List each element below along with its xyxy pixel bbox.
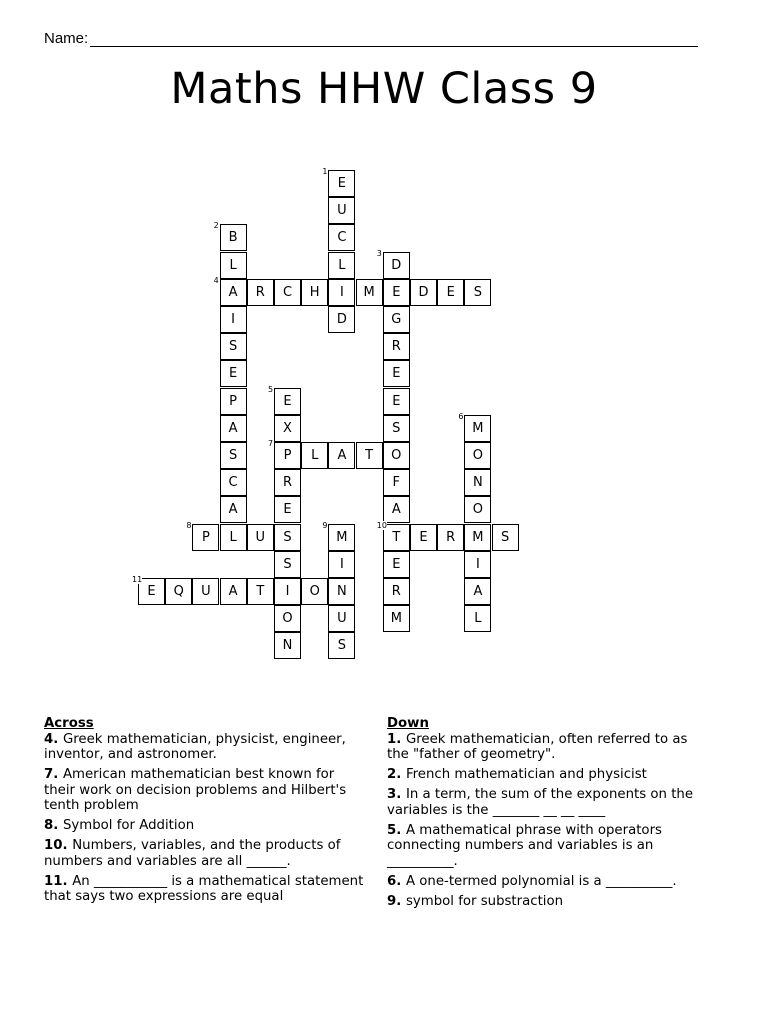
grid-cell[interactable] bbox=[437, 279, 464, 306]
across-clue-4 bbox=[44, 732, 364, 763]
cell-letter: M bbox=[363, 284, 375, 300]
cell-letter: O bbox=[391, 448, 402, 463]
grid-cell[interactable] bbox=[464, 605, 491, 632]
clue-number: 7 bbox=[44, 767, 54, 782]
grid-cell[interactable] bbox=[301, 442, 328, 469]
cell-letter: N bbox=[282, 638, 293, 654]
cell-letter: O bbox=[472, 448, 483, 463]
cell-letter: U bbox=[337, 611, 347, 627]
cell-letter: A bbox=[228, 502, 238, 518]
cell-letter: H bbox=[309, 284, 320, 300]
down-clue-1 bbox=[387, 732, 707, 763]
grid-cell[interactable] bbox=[410, 279, 437, 306]
cell-letter: E bbox=[147, 584, 156, 599]
clue-text: A mathematical phrase with operators connecting numbers and variables is an __________. bbox=[387, 822, 662, 869]
grid-cell[interactable] bbox=[220, 442, 247, 469]
grid-cell[interactable] bbox=[383, 551, 410, 578]
clue-number-label: 6 bbox=[458, 411, 464, 421]
cell-letter: E bbox=[228, 366, 238, 382]
grid-cell[interactable] bbox=[383, 360, 410, 387]
grid-cell[interactable] bbox=[464, 469, 491, 496]
clue-number-label: 1 bbox=[322, 167, 328, 176]
cell-letter: D bbox=[418, 284, 429, 300]
grid-cell[interactable] bbox=[247, 578, 274, 605]
cell-letter: I bbox=[285, 584, 290, 599]
cell-letter: U bbox=[337, 203, 347, 219]
grid-cell[interactable] bbox=[328, 578, 355, 605]
clue-number-label: 7 bbox=[268, 439, 274, 448]
grid-cell[interactable] bbox=[213, 275, 247, 306]
clue-number-dot: . bbox=[53, 731, 63, 747]
clue-text: American mathematician best known for their work on decision problems and Hilbert's tenth problem bbox=[44, 767, 347, 813]
cell-letter: A bbox=[228, 584, 238, 599]
cell-letter: S bbox=[283, 556, 292, 572]
grid-cell[interactable] bbox=[220, 388, 247, 415]
cell-letter: D bbox=[336, 312, 347, 327]
grid-cell[interactable] bbox=[274, 415, 301, 442]
cell-letter: X bbox=[283, 420, 292, 436]
cell-letter: E bbox=[283, 393, 292, 409]
clue-number: 11 bbox=[44, 873, 63, 889]
grid-cell[interactable] bbox=[328, 252, 355, 279]
cell-letter: R bbox=[255, 284, 265, 300]
grid-cell[interactable] bbox=[328, 197, 355, 224]
cell-letter: P bbox=[229, 393, 238, 409]
grid-cell[interactable] bbox=[301, 279, 328, 306]
cell-letter: E bbox=[337, 176, 346, 191]
cell-letter: F bbox=[392, 475, 401, 491]
clue-number-dot: . bbox=[62, 873, 73, 889]
clue-number-dot: . bbox=[396, 873, 406, 889]
clue-number-dot: . bbox=[396, 822, 406, 838]
grid-cell[interactable] bbox=[383, 306, 410, 333]
clue-number-label: 9 bbox=[322, 520, 328, 530]
cell-letter: E bbox=[419, 529, 428, 545]
grid-cell[interactable] bbox=[383, 442, 410, 469]
grid-cell[interactable] bbox=[274, 551, 301, 578]
grid-cell[interactable] bbox=[383, 578, 410, 605]
clue-number: 6 bbox=[387, 873, 397, 889]
grid-cell[interactable] bbox=[274, 496, 301, 523]
cell-letter: M bbox=[390, 611, 402, 627]
grid-cell[interactable] bbox=[274, 469, 301, 496]
clue-number-dot: . bbox=[396, 731, 406, 747]
cell-letter: A bbox=[473, 584, 483, 599]
cell-letter: U bbox=[255, 529, 266, 545]
cell-letter: O bbox=[309, 584, 320, 599]
clue-text: French mathematician and physicist bbox=[405, 767, 647, 782]
page-title: Maths HHW Class 9 bbox=[170, 64, 598, 114]
down-clue-9 bbox=[387, 894, 707, 910]
grid-cell[interactable] bbox=[464, 551, 491, 578]
clue-text: Greek mathematician, physicist, engineer, inventor, and astronomer. bbox=[44, 731, 346, 762]
across-clue-11 bbox=[44, 874, 364, 905]
grid-cell[interactable] bbox=[376, 248, 410, 279]
grid-cell[interactable] bbox=[220, 415, 247, 442]
cell-letter: E bbox=[392, 366, 401, 382]
cell-letter: L bbox=[474, 611, 482, 627]
cell-letter: Q bbox=[173, 584, 184, 599]
cell-letter: O bbox=[472, 502, 483, 518]
grid-cell[interactable] bbox=[492, 524, 519, 551]
clue-number-dot: . bbox=[53, 767, 63, 782]
clue-text: symbol for substraction bbox=[405, 893, 564, 909]
grid-cell[interactable] bbox=[220, 333, 247, 360]
clue-number-label: 10 bbox=[376, 520, 387, 530]
grid-cell[interactable] bbox=[220, 360, 247, 387]
cell-letter: R bbox=[282, 475, 293, 491]
cell-letter: M bbox=[472, 420, 484, 436]
clue-number-label: 11 bbox=[132, 575, 143, 584]
cell-letter: L bbox=[229, 529, 237, 545]
grid-cell[interactable] bbox=[383, 415, 410, 442]
grid-cell[interactable] bbox=[247, 279, 274, 306]
grid-cell[interactable] bbox=[220, 469, 247, 496]
cell-letter: L bbox=[311, 448, 319, 463]
name-label: Name: bbox=[44, 30, 89, 47]
cell-letter: S bbox=[228, 339, 238, 355]
clue-number-label: 2 bbox=[213, 221, 219, 231]
cell-letter: L bbox=[229, 257, 237, 273]
grid-cell[interactable] bbox=[410, 524, 437, 551]
cell-letter: E bbox=[392, 556, 401, 572]
down-heading: Down bbox=[387, 716, 429, 731]
cell-letter: R bbox=[391, 339, 401, 355]
grid-cell[interactable] bbox=[328, 551, 355, 578]
grid-cell[interactable] bbox=[186, 520, 219, 551]
grid-cell[interactable] bbox=[268, 384, 301, 415]
grid-cell[interactable] bbox=[383, 279, 410, 306]
across-clue-8 bbox=[44, 818, 364, 834]
grid-cell[interactable] bbox=[328, 632, 355, 659]
grid-cell[interactable] bbox=[464, 578, 491, 605]
grid-cell[interactable] bbox=[376, 520, 410, 551]
cell-letter: N bbox=[473, 475, 483, 491]
grid-cell[interactable] bbox=[220, 524, 247, 551]
grid-cell[interactable] bbox=[383, 605, 410, 632]
down-clues bbox=[387, 716, 707, 914]
cell-letter: S bbox=[392, 420, 401, 436]
cell-letter: D bbox=[391, 257, 402, 273]
clue-text: Greek mathematician, often referred to as the "father of geometry". bbox=[387, 731, 688, 762]
grid-cell[interactable] bbox=[274, 524, 301, 551]
cell-letter: C bbox=[337, 230, 347, 246]
cell-letter: R bbox=[391, 584, 401, 599]
grid-cell[interactable] bbox=[274, 279, 301, 306]
cell-letter: T bbox=[365, 448, 374, 463]
clue-number-label: 4 bbox=[213, 275, 219, 285]
grid-cell[interactable] bbox=[274, 605, 301, 632]
grid-cell[interactable] bbox=[328, 279, 355, 306]
clue-number: 5 bbox=[387, 822, 397, 838]
cell-letter: E bbox=[283, 502, 292, 518]
cell-letter: T bbox=[392, 529, 401, 545]
grid-cell[interactable] bbox=[213, 221, 247, 251]
grid-cell[interactable] bbox=[274, 632, 301, 659]
grid-cell[interactable] bbox=[458, 411, 491, 442]
clue-text: An ___________ is a mathematical statement that says two expressions are equal bbox=[44, 873, 364, 904]
grid-cell[interactable] bbox=[220, 578, 247, 605]
grid-cell[interactable] bbox=[383, 496, 410, 523]
cell-letter: S bbox=[283, 529, 292, 545]
down-clue-6 bbox=[387, 874, 707, 890]
clue-number: 4 bbox=[44, 731, 54, 747]
cell-letter: C bbox=[282, 284, 293, 300]
cell-letter: M bbox=[472, 529, 484, 545]
cell-letter: C bbox=[228, 475, 238, 491]
grid-cell[interactable] bbox=[165, 578, 192, 605]
grid-cell[interactable] bbox=[274, 578, 301, 605]
cell-letter: E bbox=[392, 393, 401, 409]
clue-number-label: 3 bbox=[376, 248, 382, 258]
clue-number: 3 bbox=[387, 787, 397, 802]
grid-cell[interactable] bbox=[328, 605, 355, 632]
cell-letter: M bbox=[336, 529, 348, 545]
down-clue-2 bbox=[387, 767, 707, 783]
cell-letter: P bbox=[201, 529, 210, 545]
grid-cell[interactable] bbox=[383, 469, 410, 496]
cell-letter: I bbox=[339, 556, 344, 572]
clue-number-dot: . bbox=[396, 767, 406, 782]
down-clue-5 bbox=[387, 823, 707, 870]
cell-letter: A bbox=[228, 420, 238, 436]
grid-cell[interactable] bbox=[383, 333, 410, 360]
clue-number: 2 bbox=[387, 767, 397, 782]
grid-cell[interactable] bbox=[437, 524, 464, 551]
clue-text: In a term, the sum of the exponents on the variables is the _______ __ __ ____ bbox=[387, 787, 694, 818]
cell-letter: I bbox=[339, 284, 344, 300]
cell-letter: S bbox=[228, 448, 238, 463]
cell-letter: R bbox=[446, 529, 456, 545]
clue-number: 9 bbox=[387, 893, 397, 909]
grid-cell[interactable] bbox=[328, 442, 355, 469]
grid-cell[interactable] bbox=[383, 388, 410, 415]
clue-text: A one-termed polynomial is a __________. bbox=[405, 873, 677, 889]
grid-cell[interactable] bbox=[328, 224, 355, 251]
cell-letter: S bbox=[500, 529, 510, 545]
clue-number-dot: . bbox=[396, 893, 406, 909]
cell-letter: E bbox=[392, 284, 401, 300]
across-clue-10 bbox=[44, 838, 364, 869]
grid-cell[interactable] bbox=[220, 306, 247, 333]
grid-cell[interactable] bbox=[464, 279, 491, 306]
cell-letter: G bbox=[391, 312, 402, 327]
clue-number-dot: . bbox=[62, 838, 73, 853]
grid-cell[interactable] bbox=[464, 442, 491, 469]
cell-letter: T bbox=[256, 584, 265, 599]
cell-letter: P bbox=[283, 448, 292, 463]
grid-cell[interactable] bbox=[356, 442, 383, 469]
across-heading: Across bbox=[44, 716, 94, 731]
grid-cell[interactable] bbox=[192, 578, 219, 605]
cell-letter: O bbox=[282, 611, 293, 627]
clue-number-label: 8 bbox=[186, 520, 192, 530]
clue-text: Symbol for Addition bbox=[62, 818, 195, 833]
cell-letter: S bbox=[337, 638, 347, 654]
cell-letter: B bbox=[228, 230, 238, 246]
grid-cell[interactable] bbox=[220, 252, 247, 279]
cell-letter: E bbox=[446, 284, 455, 300]
grid-cell[interactable] bbox=[322, 167, 355, 197]
cell-letter: I bbox=[475, 556, 480, 572]
cell-letter: I bbox=[231, 312, 236, 327]
cell-letter: L bbox=[338, 257, 346, 273]
clue-number: 1 bbox=[387, 731, 397, 747]
cell-letter: A bbox=[391, 502, 401, 518]
clue-number-dot: . bbox=[53, 818, 63, 833]
grid-cell[interactable] bbox=[356, 279, 383, 306]
grid-cell[interactable] bbox=[132, 575, 165, 605]
clue-number-dot: . bbox=[396, 787, 406, 802]
grid-cell[interactable] bbox=[220, 496, 247, 523]
cell-letter: S bbox=[473, 284, 483, 300]
down-clue-3 bbox=[387, 787, 707, 818]
cell-letter: U bbox=[201, 584, 211, 599]
grid-cell[interactable] bbox=[301, 578, 328, 605]
grid-cell[interactable] bbox=[322, 520, 355, 551]
clue-number: 10 bbox=[44, 838, 63, 853]
cell-letter: N bbox=[337, 584, 347, 599]
cell-letter: A bbox=[228, 284, 238, 300]
cell-letter: A bbox=[337, 448, 347, 463]
grid-cell[interactable] bbox=[464, 524, 491, 551]
across-clue-7 bbox=[44, 767, 364, 814]
grid-cell[interactable] bbox=[268, 439, 301, 469]
grid-cell[interactable] bbox=[328, 306, 355, 333]
grid-cell[interactable] bbox=[247, 524, 274, 551]
clue-number: 8 bbox=[44, 818, 54, 833]
across-clues bbox=[44, 716, 364, 909]
grid-cell[interactable] bbox=[464, 496, 491, 523]
clue-text: Numbers, variables, and the products of numbers and variables are all ______. bbox=[44, 838, 341, 869]
clue-number-label: 5 bbox=[268, 384, 274, 394]
